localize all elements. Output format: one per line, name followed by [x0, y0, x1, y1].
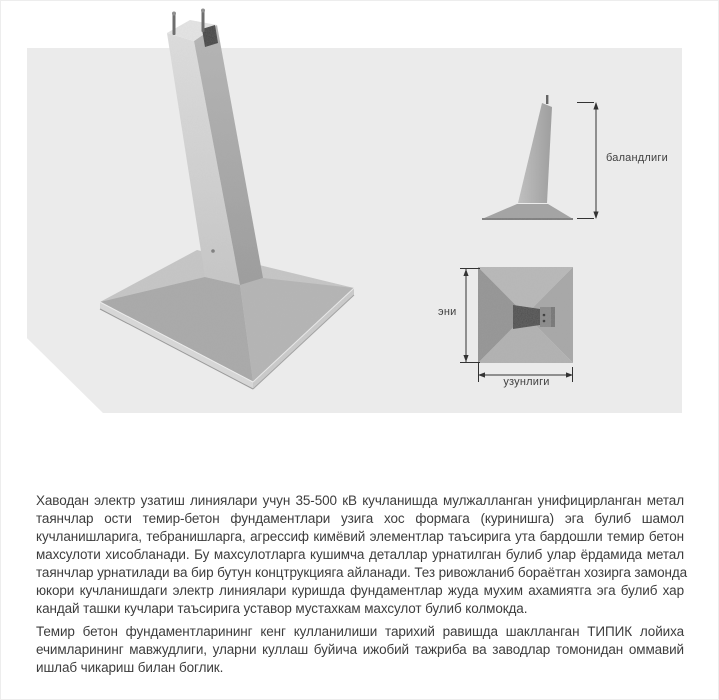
description-paragraph-2 [36, 623, 684, 677]
foundation-top-view [455, 262, 585, 392]
column-face-hole [211, 249, 215, 253]
foundation-3d-render [95, 5, 365, 390]
foundation-column [167, 20, 263, 285]
paragraph2-line: ечимларининг мавжудлиги, уларни куллаш буйича ижобий тажриба ва заводлар томонидан оммавий [36, 642, 684, 657]
paragraph1-line: махсулоти хисобланади. Бу махсулотларга кушимча деталлар урнатилган булиб улар ёрдамида метал [36, 547, 684, 562]
side-view-shape [482, 95, 573, 219]
height-dimension-line [577, 102, 599, 219]
height-dimension-label: баландлиги [606, 152, 668, 164]
foundation-side-view [470, 88, 605, 228]
paragraph2-line: ишлаб чикариш билан боглик. [36, 660, 224, 675]
top-view-shape [478, 267, 573, 363]
width-dimension-line [460, 269, 480, 363]
length-dimension-label: узунлиги [503, 376, 550, 388]
paragraph1-line: Хаводан электр узатиш линиялари учун 35-500 кВ кучланишда мулжалланган унифицирланган метал [36, 493, 684, 508]
paragraph2-line: Темир бетон фундаментларининг кенг кулланилиши тарихий равишда шаклланган ТИПИК лойиха [36, 624, 684, 639]
description-paragraph-1 [36, 492, 688, 618]
paragraph1-line: кучланишларига, тебранишларга, агрессиф кимёвий элементлар таъсирига ута бардошли темир бетон [36, 529, 684, 544]
paragraph1-line: таянчлар ости темир-бетон фундаментлари узига хос формага (куринишга) эга булиб шамол [36, 511, 684, 526]
width-dimension-label: эни [438, 306, 457, 318]
paragraph1-line: таянчлар урнатилади ва бир бутун концтрукцияга айланади. Тез ривожланиб бораётган хозирга замонда [36, 565, 688, 580]
paragraph1-line: кандай ташки кучлари таъсирига уставор мустахкам махсулот булиб колмокда. [36, 601, 528, 616]
paragraph1-line: юкори кучланишдаги электр линиялари куришда фундаментлар жуда мухим ахамиятга эга булиб хар [36, 583, 684, 598]
